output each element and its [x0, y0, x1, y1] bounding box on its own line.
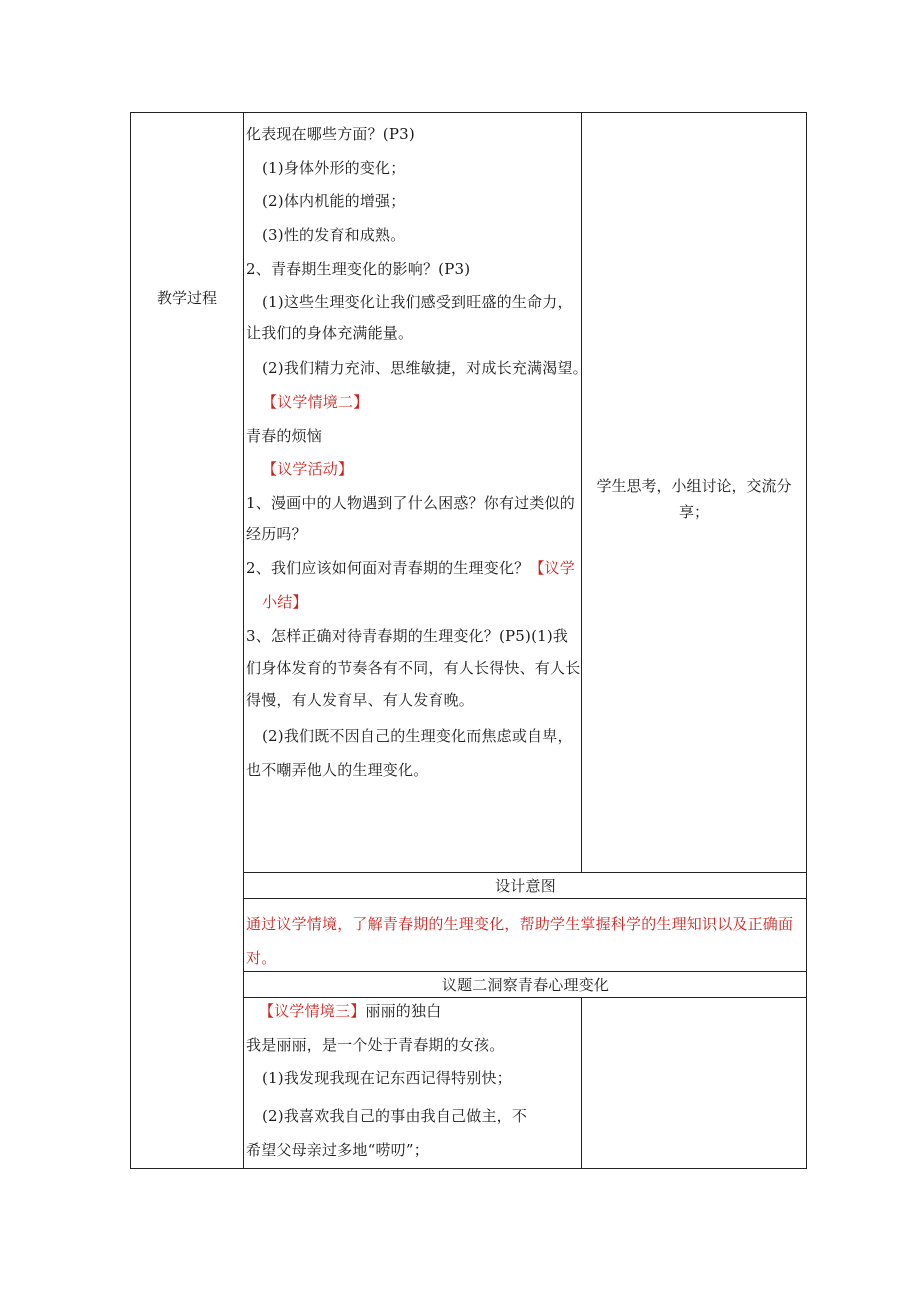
- content-line-4: (3)性的发育和成熟。: [262, 226, 406, 244]
- content-line-2: (1)身体外形的变化；: [262, 159, 406, 177]
- discussion-activity-heading: 【议学活动】: [262, 460, 354, 478]
- content-line-20: 也不嘲弄他人的生理变化。: [246, 761, 429, 779]
- topic-two-line-4: (2)我喜欢我自己的事由我自己做主，不: [262, 1107, 528, 1125]
- topic-two-line-5: 希望父母亲过多地“唠叨”；: [246, 1141, 429, 1159]
- design-intent-text-line-2: 对。: [246, 949, 277, 967]
- divider-left-col: [243, 112, 244, 1169]
- topic-two-line-2: 我是丽丽，是一个处于青春期的女孩。: [246, 1036, 505, 1054]
- student-activity-line-2: 享；: [678, 503, 709, 521]
- content-line-12: 1、漫画中的人物遇到了什么困惑？你有过类似的: [246, 494, 575, 512]
- discussion-context-2-heading: 【议学情境二】: [262, 393, 369, 411]
- row-rule-design-top: [243, 872, 807, 873]
- content-line-18: 得慢，有人发育早、有人发育晚。: [246, 691, 475, 709]
- content-line-8: (2)我们精力充沛、思维敏捷，对成长充满渴望。: [262, 359, 588, 377]
- design-intent-text-line-1: 通过议学情境，了解青春期的生理变化，帮助学生掌握科学的生理知识以及正确面: [246, 915, 794, 933]
- topic-two-line-1: [259, 1001, 441, 1021]
- content-line-7: 让我们的身体充满能量。: [246, 324, 414, 342]
- student-activity-note: [582, 473, 806, 525]
- row-rule-design-bottom: [243, 898, 807, 899]
- content-line-14: [246, 558, 575, 578]
- content-line-6: (1)这些生理变化让我们感受到旺盛的生命力，: [262, 293, 573, 311]
- content-line-14-text: 2、我们应该如何面对青春期的生理变化？: [246, 559, 530, 577]
- content-line-19: (2)我们既不因自己的生理变化而焦虑或自卑，: [262, 727, 573, 745]
- content-line-1: 化表现在哪些方面？(P3): [246, 125, 415, 143]
- content-line-13: 经历吗？: [246, 525, 307, 543]
- content-line-3: (2)体内机能的增强；: [262, 192, 406, 210]
- topic-two-header: 议题二洞察青春心理变化: [441, 976, 610, 994]
- content-line-16: 3、怎样正确对待青春期的生理变化？(P5)(1)我: [246, 627, 569, 645]
- row-rule-topic-bottom: [243, 997, 807, 998]
- monologue-title: 丽丽的独白: [365, 1002, 442, 1020]
- student-activity-line-1: 学生思考，小组讨论，交流分: [596, 477, 792, 495]
- design-intent-header: 设计意图: [495, 877, 556, 895]
- content-line-17: 们身体发育的节奏各有不同，有人长得快、有人长: [246, 659, 581, 677]
- teaching-process-label: 教学过程: [156, 289, 217, 307]
- discussion-summary-heading-start: 【议学: [529, 559, 575, 577]
- discussion-summary-heading-end: 小结】: [262, 593, 308, 611]
- topic-two-line-3: (1)我发现我现在记东西记得特别快；: [262, 1069, 512, 1087]
- content-line-5: 2、青春期生理变化的影响？(P3): [246, 260, 471, 278]
- content-line-10: 青春的烦恼: [246, 427, 323, 445]
- row-rule-topic-top: [243, 971, 807, 972]
- divider-right-col-bottom: [581, 998, 582, 1169]
- discussion-context-3-heading: 【议学情境三】: [259, 1002, 366, 1020]
